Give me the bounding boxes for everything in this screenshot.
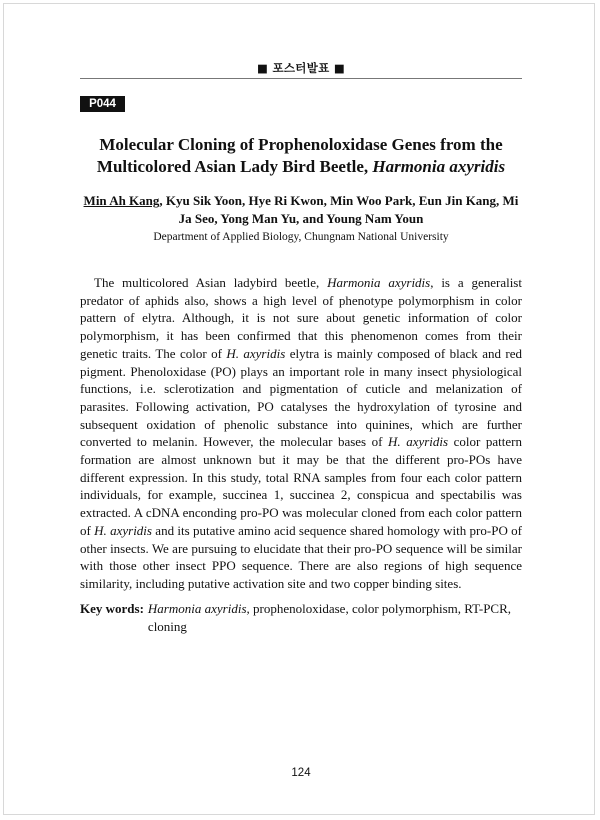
abstract-body [80,274,522,593]
abstract-species: Harmonia axyridis [327,275,431,290]
keywords-list [148,600,522,636]
abstract-text: elytra is mainly composed of black and red pigment. Phenoloxidase (PO) plays an important role in many insect physiological functions, i.e. sclerotization and pigmentation of cuticle and melanization of parasites. Following activation, PO catalyses the hydroxylation of tyrosine and subsequent oxidation of phenolic substance into quinines, which are further converted to melanin. However, the molecular bases of [80,345,522,450]
abstract-text: The multicolored Asian ladybird beetle, [94,275,328,290]
co-authors: , Kyu Sik Yoon, Hye Ri Kwon, Min Woo Park, Eun Jin Kang, Mi Ja Seo, Yong Man Yu, and Young Nam Youn [159,193,519,226]
affiliation: Department of Applied Biology, Chungnam National University [153,231,449,243]
running-header: ■ 포스터발표 ■ [257,61,345,75]
title-species: Harmonia axyridis [372,157,506,176]
title-main: Molecular Cloning of Prophenoloxidase Genes from the Multicolored Asian Lady Bird Beetle, [96,135,503,176]
author-list [80,192,522,228]
keyword-species: Harmonia axyridis, [147,601,250,616]
keyword-terms: prophenoloxidase, color polymorphism, RT-PCR, cloning [147,601,512,634]
abstract-text: and its putative amino acid sequence shared homology with pro-PO of other insects. We are pursuing to elucidate that their pro-PO sequence will be similar with those other insect PPO sequence. There are also regions of high sequence similarity, including putative activation site and two copper binding sites. [80,522,522,591]
abstract-text: , is a generalist predator of aphids also, shows a high level of phenotype polymorphism in color pattern of elytra. Although, it is not sure about genetic information of color polymorphism, it has been confirmed that this phenomenon comes from their genetic traits. The color of [80,275,522,361]
page-number: 124 [291,767,311,779]
paper-title [80,134,522,178]
abstract-text: color pattern formation are almost unknown but it may be that the different pro-POs have different expression. In this study, total RNA samples from four each color pattern individuals, for example, succinea 1, succinea 2, conspicua and spectabilis was extracted. A cDNA enconding pro-PO was molecular cloned from each color pattern of [80,434,522,538]
header-rule [80,78,522,79]
keywords [80,600,522,636]
abstract-species: H. axyridis [94,522,152,538]
presenting-author: Min Ah Kang [83,193,160,208]
abstract-species: H. axyridis [226,345,286,361]
poster-code-badge: P044 [80,96,125,112]
abstract-species: H. axyridis [388,434,449,450]
keywords-label: Key words: [80,601,144,616]
